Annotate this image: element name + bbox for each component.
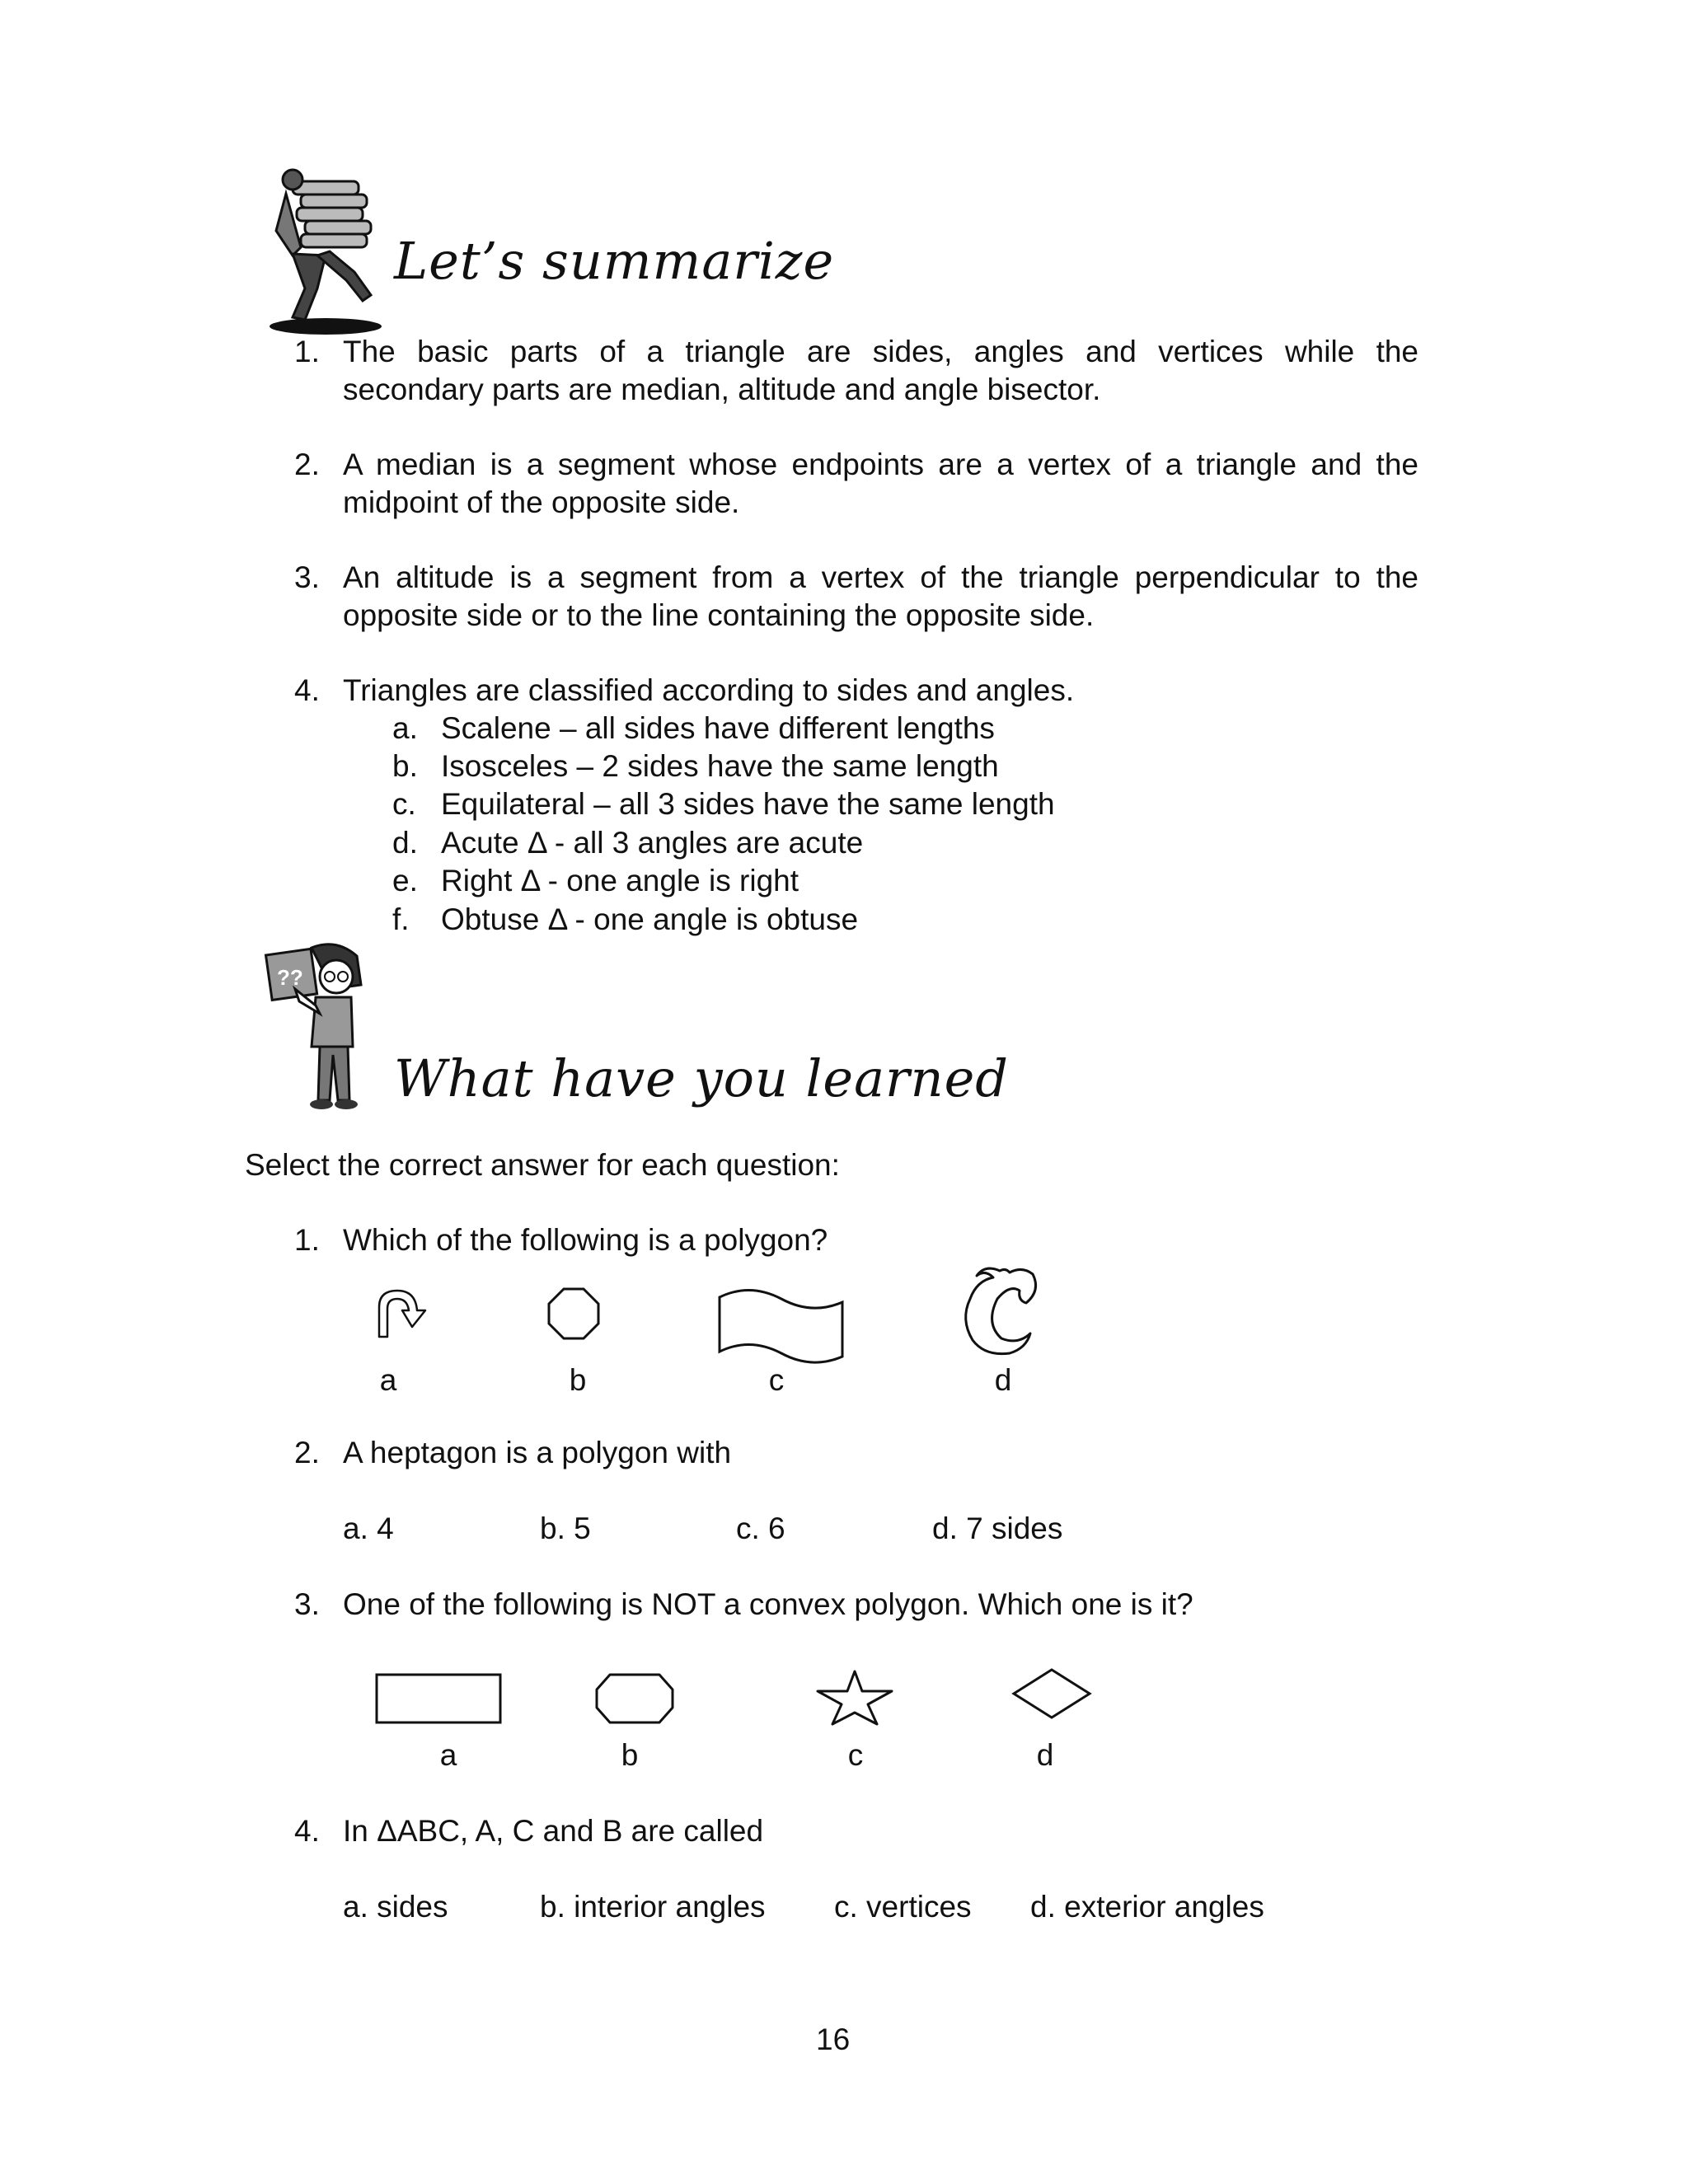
q4-text: In ΔABC, A, C and B are called bbox=[343, 1814, 764, 1848]
q3-rounded-octagon-shape bbox=[595, 1673, 674, 1724]
q1-number: 1. bbox=[294, 1223, 320, 1257]
q2-option-a: a. 4 bbox=[343, 1511, 394, 1545]
q3-label-b: b bbox=[621, 1738, 639, 1772]
q4-number: 4. bbox=[294, 1814, 320, 1848]
subitem-e-letter: e. bbox=[392, 864, 418, 898]
q1-label-b: b bbox=[569, 1363, 587, 1397]
q1-curled-c-shape bbox=[960, 1266, 1039, 1357]
instruction-text: Select the correct answer for each question: bbox=[245, 1148, 840, 1182]
summary-heading: Let’s summarize bbox=[394, 231, 835, 291]
q1-text: Which of the following is a polygon? bbox=[343, 1223, 828, 1257]
q4-option-c: c. vertices bbox=[834, 1890, 972, 1924]
summary-item-3-line1: An altitude is a segment from a vertex of the triangle perpendicular to the bbox=[343, 560, 1418, 594]
summary-item-2-line2: midpoint of the opposite side. bbox=[343, 485, 740, 519]
q4-option-d: d. exterior angles bbox=[1030, 1890, 1264, 1924]
subitem-c-letter: c. bbox=[392, 787, 416, 821]
summary-item-3-line2: opposite side or to the line containing the opposite side. bbox=[343, 598, 1095, 632]
q3-rhombus-shape bbox=[1012, 1668, 1091, 1719]
q2-option-c: c. 6 bbox=[736, 1511, 785, 1545]
q1-label-a: a bbox=[379, 1363, 397, 1397]
q1-curved-arrow-shape bbox=[374, 1287, 429, 1338]
subitem-d-text: Acute Δ - all 3 angles are acute bbox=[441, 826, 864, 860]
summary-item-3-number: 3. bbox=[294, 560, 320, 594]
page-number: 16 bbox=[816, 2022, 851, 2056]
summary-item-1-line1: The basic parts of a triangle are sides, angles and vertices while the bbox=[343, 335, 1418, 368]
q3-number: 3. bbox=[294, 1587, 320, 1621]
q1-label-c: c bbox=[768, 1363, 785, 1397]
subitem-b-letter: b. bbox=[392, 749, 418, 783]
q1-wavy-flag-shape bbox=[717, 1287, 845, 1361]
summary-item-2 bbox=[343, 446, 1418, 522]
subitem-a-text: Scalene – all sides have different lengths bbox=[441, 711, 995, 745]
q2-text: A heptagon is a polygon with bbox=[343, 1436, 732, 1469]
girl-with-question-box-illustration bbox=[262, 940, 390, 1117]
summary-item-4-text: Triangles are classified according to sides and angles. bbox=[343, 673, 1075, 707]
subitem-a-letter: a. bbox=[392, 711, 418, 745]
q3-rectangle-shape bbox=[375, 1673, 503, 1724]
q4-option-b: b. interior angles bbox=[540, 1890, 766, 1924]
subitem-d-letter: d. bbox=[392, 826, 418, 860]
subitem-c-text: Equilateral – all 3 sides have the same length bbox=[441, 787, 1055, 821]
subitem-f-letter: f. bbox=[392, 902, 410, 936]
q3-star-shape bbox=[816, 1670, 893, 1726]
q2-number: 2. bbox=[294, 1436, 320, 1469]
subitem-f-text: Obtuse Δ - one angle is obtuse bbox=[441, 902, 859, 936]
summary-item-1-number: 1. bbox=[294, 335, 320, 368]
q3-label-a: a bbox=[439, 1738, 457, 1772]
man-carrying-books-illustration bbox=[268, 165, 392, 338]
subitem-b-text: Isosceles – 2 sides have the same length bbox=[441, 749, 999, 783]
learned-heading: What have you learned bbox=[394, 1048, 1009, 1108]
q3-label-c: c bbox=[847, 1738, 864, 1772]
summary-item-1 bbox=[343, 333, 1418, 409]
q2-option-b: b. 5 bbox=[540, 1511, 591, 1545]
svg-text:??: ?? bbox=[277, 965, 303, 990]
q1-octagon-shape bbox=[547, 1287, 600, 1340]
q3-label-d: d bbox=[1036, 1738, 1054, 1772]
q2-option-d: d. 7 sides bbox=[932, 1511, 1063, 1545]
summary-item-2-number: 2. bbox=[294, 448, 320, 481]
summary-item-2-line1: A median is a segment whose endpoints are a vertex of a triangle and the bbox=[343, 448, 1418, 481]
q3-text: One of the following is NOT a convex polygon. Which one is it? bbox=[343, 1587, 1193, 1621]
summary-item-1-line2: secondary parts are median, altitude and angle bisector. bbox=[343, 373, 1101, 406]
summary-item-4-number: 4. bbox=[294, 673, 320, 707]
subitem-e-text: Right Δ - one angle is right bbox=[441, 864, 799, 898]
summary-item-3 bbox=[343, 559, 1418, 635]
q1-label-d: d bbox=[994, 1363, 1012, 1397]
q4-option-a: a. sides bbox=[343, 1890, 448, 1924]
